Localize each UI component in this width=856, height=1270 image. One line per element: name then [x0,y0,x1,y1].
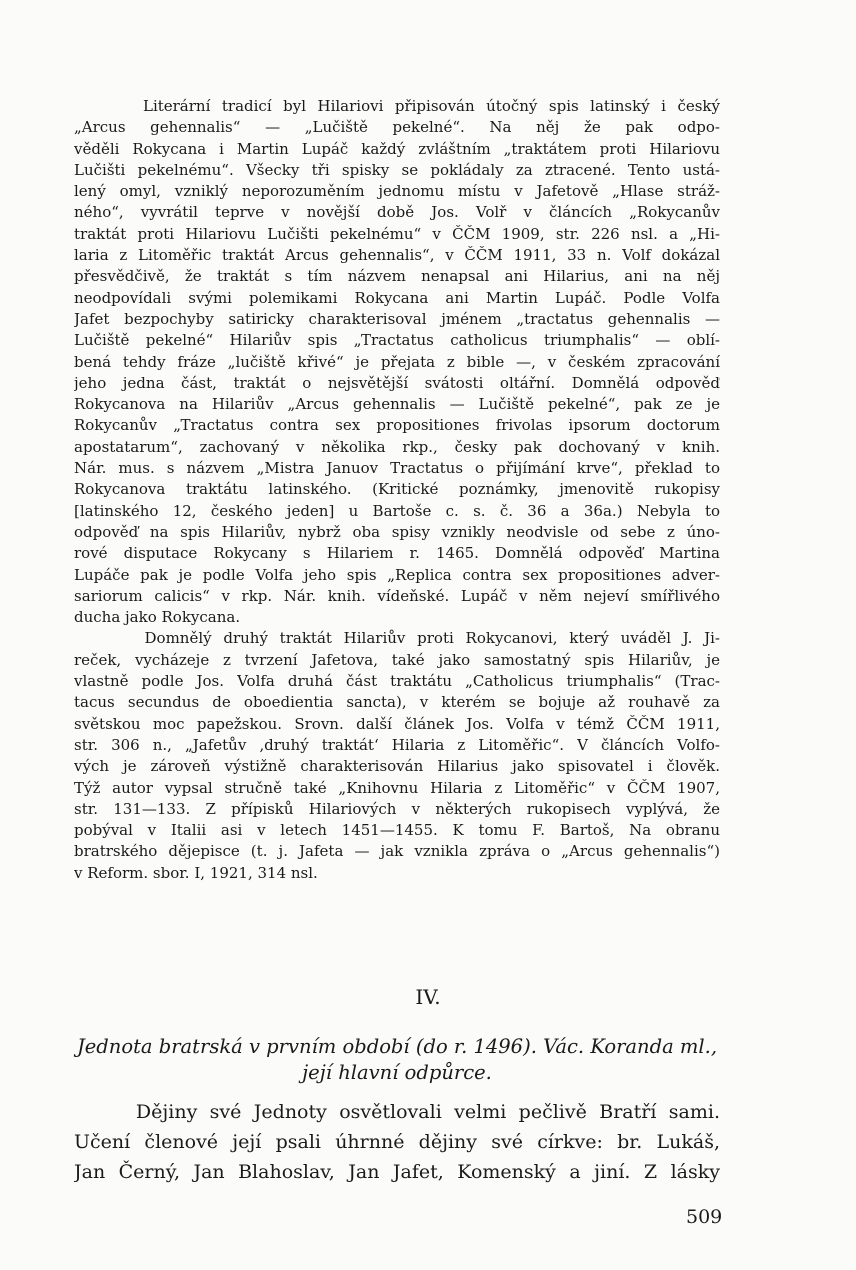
text-line: v Reform. sbor. I, 1921, 314 nsl. [74,863,318,882]
text-line: neodpovídali svými polemikami Rokycana ani Martin Lupáč. Podle Volfa [74,288,720,307]
text-line: Lučišti pekelnému“. Všecky tři spisky se pokládaly za ztracené. Tento ustá- [74,160,720,179]
text-line: pobýval v Italii asi v letech 1451—1455. K tomu F. Bartoš, Na obranu [74,821,720,840]
text-line: věděli Rokycana i Martin Lupáč každý zvláštním „traktátem proti Hilariovu [74,139,720,158]
text-line: přesvědčivě, že traktát s tím názvem nenapsal ani Hilarius, ani na něj [74,267,720,286]
text-line: Týž autor vypsal stručně také „Knihovnu Hilaria z Litoměřic“ v ČČM 1907, [74,778,720,797]
page-number: 509 [686,1206,723,1228]
text-line: Lučiště pekelné“ Hilariův spis „Tractatus catholicus triumphalis“ — oblí- [74,331,720,350]
text-line: [latinského 12, českého jeden] u Bartoše c. s. č. 36 a 36a.) Nebyla to [74,501,720,520]
text-line: vých je zároveň výstižně charakterisován Hilarius jako spisovatel i člověk. [74,757,720,776]
section-title-line: její hlavní odpůrce. [302,1061,492,1084]
text-line: světskou moc papežskou. Srovn. další článek Jos. Volfa v témž ČČM 1911, [74,714,720,733]
text-line: laria z Litoměřic traktát Arcus gehennalis“, v ČČM 1911, 33 n. Volf dokázal [74,246,720,265]
text-line: Dějiny své Jednoty osvětlovali velmi pečlivě Bratří sami. [74,1101,720,1123]
text-line: Jafet bezpochyby satiricky charakterisoval jménem „tractatus gehennalis — [74,309,720,328]
text-line: Jan Černý, Jan Blahoslav, Jan Jafet, Komenský a jiní. Z lásky [74,1161,720,1183]
text-line: Lupáče pak je podle Volfa jeho spis „Replica contra sex propositiones adver- [74,565,720,584]
text-line: Rokycanův „Tractatus contra sex propositiones frivolas ipsorum doctorum [74,416,720,435]
text-line: apostatarum“, zachovaný v několika rkp., česky pak dochovaný v knih. [74,437,720,456]
text-line: tacus secundus de oboedientia sancta), v kterém se bojuje až rouhavě za [74,693,720,712]
text-line: Literární tradicí byl Hilariovi připisován útočný spis latinský i český [74,97,720,115]
text-line: vlastně podle Jos. Volfa druhá část traktátu „Catholicus triumphalis“ (Trac- [74,672,720,691]
text-line: Učení členové její psali úhrnné dějiny své církve: br. Lukáš, [74,1131,720,1153]
text-line: bená tehdy fráze „lučiště křivé“ je přejata z bible —, v českém zpracování [74,352,720,371]
text-line: reček, vycházeje z tvrzení Jafetova, také jako samostatný spis Hilariův, je [74,650,720,669]
text-line: jeho jedna část, traktát o nejsvětější svátosti oltářní. Domnělá odpověď [74,373,720,392]
text-line: odpověď na spis Hilariův, nybrž oba spisy vznikly neodvisle od sebe z úno- [74,522,720,541]
text-line: lený omyl, vzniklý neporozuměním jednomu místu v Jafetově „Hlase stráž- [74,182,720,201]
text-line: rové disputace Rokycany s Hilariem r. 1465. Domnělá odpověď Martina [74,544,720,563]
section-title-line: Jednota bratrská v prvním období (do r. 1496). Vác. Koranda ml., [76,1035,718,1058]
lead-paragraph [74,1097,720,1187]
body-text [74,96,720,884]
text-line: ného“, vyvrátil teprve v novější době Jos. Volř v článcích „Rokycanův [74,203,720,222]
text-line: Rokycanova traktátu latinského. (Kritické poznámky, jmenovitě rukopisy [74,480,720,499]
text-line: „Arcus gehennalis“ — „Lučiště pekelné“. Na něj že pak odpo- [74,118,720,137]
text-line: str. 131—133. Z přípisků Hilariových v některých rukopisech vyplývá, že [74,799,720,818]
text-line: sariorum calicis“ v rkp. Nár. knih. vídeňské. Lupáč v něm nejeví smířlivého [74,586,720,605]
text-line: Domnělý druhý traktát Hilariův proti Rokycanovi, který uváděl J. Ji- [74,629,720,648]
text-line: bratrského dějepisce (t. j. Jafeta — jak vznikla zpráva o „Arcus gehennalis“) [74,842,720,861]
text-line: traktát proti Hilariovu Lučišti pekelnému“ v ČČM 1909, str. 226 nsl. a „Hi- [74,224,720,243]
text-line: Rokycanova na Hilariův „Arcus gehennalis — Lučiště pekelné“, pak ze je [74,395,720,414]
text-line: Nár. mus. s názvem „Mistra Januov Tractatus o přijímání krve“, překlad to [74,459,720,478]
section-heading: IV. [415,985,441,1009]
text-line: ducha jako Rokycana. [74,608,241,627]
text-line: str. 306 n., „Jafetův ‚druhý traktát‘ Hilaria z Litoměřic“. V článcích Volfo- [74,735,720,754]
section-title [74,1034,720,1086]
